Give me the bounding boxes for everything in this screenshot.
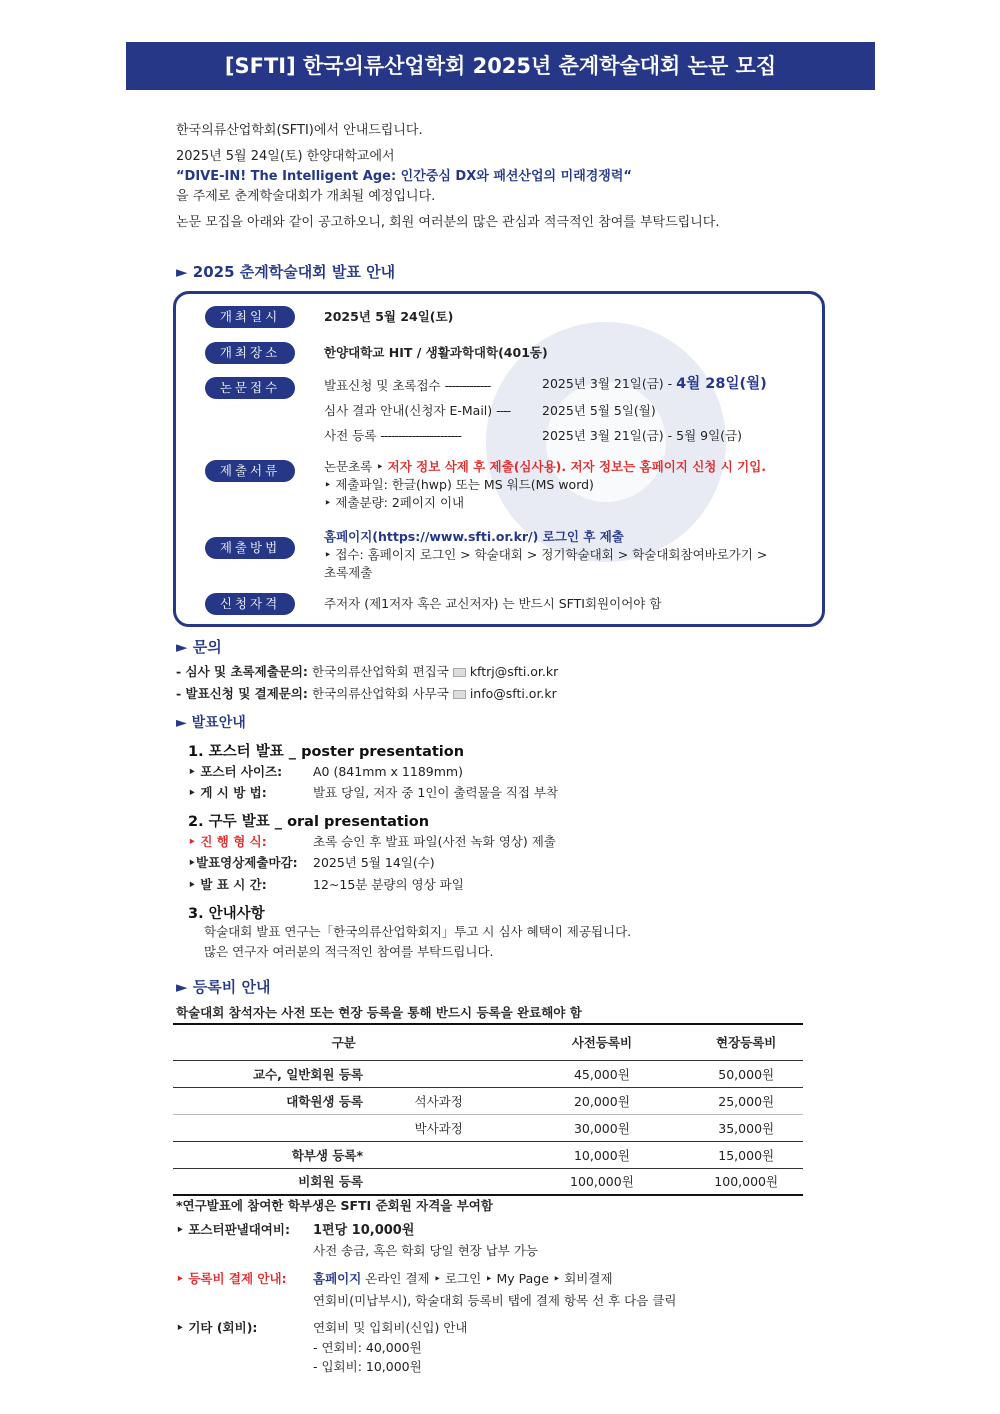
method-line-2: ‣ 접수: 홈페이지 로그인 > 학술대회 > 정기학술대회 > 학술대회참여바로가기 > bbox=[324, 547, 768, 562]
conference-theme: “DIVE-IN! The Intelligent Age: 인간중심 DX와 패션산업의 미래경쟁력“ bbox=[176, 169, 632, 184]
payment-note: 연회비(미납부시), 학술대회 등록비 탭에 결제 항목 선 후 다음 클릭 bbox=[313, 1293, 677, 1308]
email-link[interactable]: info@sfti.or.kr bbox=[469, 686, 557, 701]
oral-format: ‣ 진 행 형 식: 초록 승인 후 발표 파일(사전 녹화 영상) 제출 bbox=[188, 834, 556, 849]
poster-fee-note: 사전 송금, 혹은 학회 당일 현장 납부 가능 bbox=[313, 1243, 538, 1258]
fee-header-pre: 사전등록비 bbox=[514, 1024, 689, 1060]
fee-intro: 학술대회 참석자는 사전 또는 현장 등록을 통해 반드시 등록을 완료해야 함 bbox=[176, 1005, 582, 1020]
submission-step-3: 사전 등록 ----------------------- bbox=[324, 428, 462, 443]
contact-payment: - 발표신청 및 결제문의: 한국의류산업학회 사무국 info@sfti.or.kr bbox=[176, 686, 557, 701]
poster-fee-label: ‣ 포스터판낼대여비: bbox=[176, 1222, 290, 1237]
page-banner: [SFTI] 한국의류산업학회 2025년 춘계학술대회 논문 모집 bbox=[126, 42, 875, 90]
method-line-1: 홈페이지(https://www.sfti.or.kr/) 로그인 후 제출 bbox=[324, 529, 624, 544]
etc-line-2: - 연회비: 40,000원 bbox=[313, 1340, 422, 1355]
value-qualification: 주저자 (제1저자 혹은 교신저자) 는 반드시 SFTI회원이어야 함 bbox=[324, 596, 662, 611]
section-heading-inquiry: ► 문의 bbox=[176, 638, 222, 656]
method-line-3: 초록제출 bbox=[324, 565, 373, 580]
submission-step-2: 심사 결과 안내(신청자 E-Mail) ---- bbox=[324, 403, 511, 418]
section-heading-fee: ► 등록비 안내 bbox=[176, 978, 271, 996]
table-row: 교수, 일반회원 등록 45,000원 50,000원 bbox=[173, 1060, 803, 1087]
table-row: 비회원 등록 100,000원 100,000원 bbox=[173, 1168, 803, 1195]
submission-step-3-date: 2025년 3월 21일(금) - 5월 9일(금) bbox=[542, 428, 742, 443]
oral-deadline: ‣발표영상제출마감: 2025년 5월 14일(수) bbox=[188, 855, 435, 870]
value-place: 한양대학교 HIT / 생활과학대학(401동) bbox=[324, 345, 548, 360]
etc-line-1: 연회비 및 입회비(신입) 안내 bbox=[313, 1320, 468, 1335]
contact-review: - 심사 및 초록제출문의: 한국의류산업학회 편집국 kftrj@sfti.or.kr bbox=[176, 664, 559, 679]
intro-line: 한국의류산업학회(SFTI)에서 안내드립니다. bbox=[176, 123, 423, 138]
poster-fee-value: 1편당 10,000원 bbox=[313, 1223, 415, 1238]
etc-label: ‣ 기타 (회비): bbox=[176, 1320, 258, 1335]
poster-method: ‣ 게 시 방 법: 발표 당일, 저자 중 1인이 출력물을 직접 부착 bbox=[188, 785, 559, 800]
intro-line: 을 주제로 춘계학술대회가 개최될 예정입니다. bbox=[176, 189, 436, 204]
fee-table bbox=[173, 1023, 803, 1196]
heading-oral: 2. 구두 발표 _ oral presentation bbox=[188, 814, 430, 830]
label-documents: 제출서류 bbox=[205, 460, 295, 482]
envelope-icon bbox=[453, 668, 466, 677]
submission-step-1: 발표신청 및 초록접수 ------------- bbox=[324, 378, 491, 393]
section-heading-announce: ► 2025 춘계학술대회 발표 안내 bbox=[176, 263, 396, 281]
intro-line: 2025년 5월 24일(토) 한양대학교에서 bbox=[176, 149, 395, 164]
documents-line-2: ‣ 제출파일: 한글(hwp) 또는 MS 워드(MS word) bbox=[324, 477, 594, 492]
payment-steps: 홈페이지 온라인 결제 ‣ 로그인 ‣ My Page ‣ 회비결제 bbox=[313, 1271, 613, 1286]
table-row: 대학원생 등록 석사과정 20,000원 25,000원 bbox=[173, 1087, 803, 1114]
etc-line-3: - 입회비: 10,000원 bbox=[313, 1359, 422, 1374]
oral-duration: ‣ 발 표 시 간: 12∼15분 분량의 영상 파일 bbox=[188, 877, 464, 892]
table-row: 학부생 등록* 10,000원 15,000원 bbox=[173, 1141, 803, 1168]
section-heading-presentation: ► 발표안내 bbox=[176, 715, 246, 731]
documents-line-3: ‣ 제출분량: 2페이지 이내 bbox=[324, 495, 465, 510]
label-place: 개최장소 bbox=[205, 342, 295, 364]
heading-notice: 3. 안내사항 bbox=[188, 906, 265, 922]
poster-size: ‣ 포스터 사이즈: A0 (841mm x 1189mm) bbox=[188, 764, 463, 779]
label-qualification: 신청자격 bbox=[205, 593, 295, 615]
notice-text: 학술대회 발표 연구는「한국의류산업학회지」투고 시 심사 혜택이 제공됩니다. 많은 연구자 여러분의 적극적인 참여를 부탁드립니다. bbox=[204, 924, 632, 959]
submission-step-1-date: 2025년 3월 21일(금) - 4월 28일(월) bbox=[542, 376, 767, 392]
documents-line-1: 논문초록 ‣ 저자 정보 삭제 후 제출(심사용). 저자 정보는 홈페이지 신청 시 기입. bbox=[324, 459, 767, 474]
value-date: 2025년 5월 24일(토) bbox=[324, 309, 454, 324]
table-row: 박사과정 30,000원 35,000원 bbox=[173, 1114, 803, 1141]
info-box bbox=[173, 291, 825, 627]
submission-step-2-date: 2025년 5월 5일(월) bbox=[542, 403, 656, 418]
label-date: 개최일시 bbox=[205, 306, 295, 328]
label-submission: 논문접수 bbox=[205, 377, 295, 399]
email-link[interactable]: kftrj@sfti.or.kr bbox=[469, 664, 559, 679]
fee-header-site: 현장등록비 bbox=[689, 1024, 803, 1060]
fee-footnote: *연구발표에 참여한 학부생은 SFTI 준회원 자격을 부여함 bbox=[176, 1198, 493, 1213]
envelope-icon bbox=[453, 690, 466, 699]
payment-label: ‣ 등록비 결제 안내: bbox=[176, 1271, 287, 1286]
fee-header-type: 구분 bbox=[173, 1024, 514, 1060]
label-method: 제출방법 bbox=[205, 537, 295, 559]
heading-poster: 1. 포스터 발표 _ poster presentation bbox=[188, 744, 465, 760]
intro-line: 논문 모집을 아래와 같이 공고하오니, 회원 여러분의 많은 관심과 적극적인 참여를 부탁드립니다. bbox=[176, 215, 720, 230]
intro bbox=[176, 121, 856, 233]
homepage-link[interactable]: 홈페이지 bbox=[313, 1271, 362, 1286]
